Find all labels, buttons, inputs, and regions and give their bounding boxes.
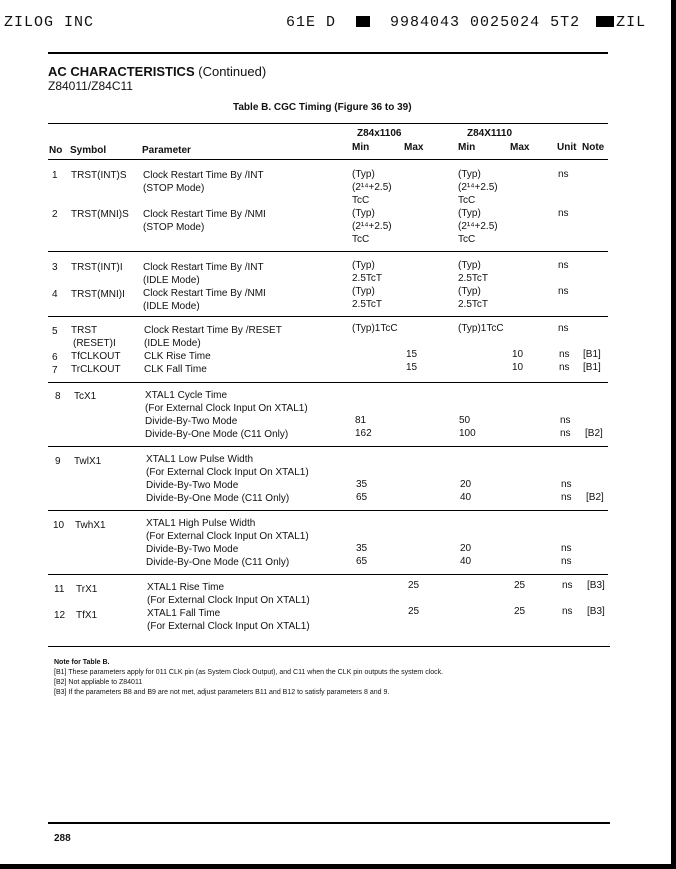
- header-code-b: 9984043 0025024 5T2: [390, 14, 581, 31]
- section-title-main: AC CHARACTERISTICS: [48, 64, 195, 79]
- row-min-1: (2¹⁴+2.5): [352, 221, 392, 232]
- row-divider: [48, 251, 608, 252]
- row-no: 8: [55, 391, 61, 402]
- row-unit: ns: [562, 580, 573, 591]
- row-max-2: 10: [512, 362, 524, 373]
- row-max-1: 25: [408, 580, 420, 591]
- row-min-1: (Typ): [352, 208, 375, 219]
- col-header-symbol: Symbol: [70, 145, 107, 156]
- row-no: 12: [54, 610, 66, 621]
- row-min-2: TcC: [458, 234, 476, 245]
- row-min-2: 100: [459, 428, 476, 439]
- row-max-2: 25: [514, 580, 526, 591]
- row-min-2: (Typ): [458, 208, 481, 219]
- row-note: [B1]: [583, 362, 601, 373]
- row-min-2: 50: [459, 415, 471, 426]
- row-note: [B3]: [587, 580, 605, 591]
- row-parameter: Divide-By-Two Mode: [146, 480, 239, 491]
- row-min-1: (Typ): [352, 260, 375, 271]
- row-parameter: CLK Rise Time: [144, 351, 211, 362]
- note-b1: [B1] These parameters apply for 011 CLK pin (as System Clock Output), and C11 when the CLK pin outputs the system clock.: [54, 669, 444, 676]
- row-unit: ns: [558, 260, 569, 271]
- group-header-2: Z84X1110: [467, 128, 513, 139]
- row-parameter: Clock Restart Time By /INT: [143, 262, 264, 273]
- row-max-1: 15: [406, 362, 418, 373]
- row-symbol: TwhX1: [75, 520, 106, 531]
- row-min-2: (Typ): [458, 286, 481, 297]
- row-parameter: (For External Clock Input On XTAL1): [147, 595, 310, 606]
- row-parameter: Divide-By-One Mode (C11 Only): [146, 493, 290, 504]
- row-min-2: 2.5TcT: [458, 273, 489, 284]
- row-parameter: (For External Clock Input On XTAL1): [147, 621, 310, 632]
- col-header-max-2: Max: [510, 142, 530, 153]
- row-min-1: 2.5TcT: [352, 299, 383, 310]
- table-notes: [54, 658, 443, 698]
- company-header: ZILOG INC: [4, 14, 95, 31]
- row-divider: [48, 510, 608, 511]
- row-unit: ns: [558, 169, 569, 180]
- row-parameter: Divide-By-Two Mode: [145, 416, 238, 427]
- row-min-2: TcC: [458, 195, 476, 206]
- row-note: [B3]: [587, 606, 605, 617]
- footer-rule: [48, 822, 610, 824]
- row-parameter: Clock Restart Time By /NMI: [143, 209, 266, 220]
- row-min-2: (Typ): [458, 169, 481, 180]
- row-symbol: TcX1: [74, 391, 97, 402]
- row-divider: [48, 574, 608, 575]
- section-subtitle: Z84011/Z84C11: [48, 79, 133, 93]
- row-unit: ns: [560, 428, 571, 439]
- col-header-note: Note: [582, 142, 605, 153]
- col-header-min-2: Min: [458, 142, 476, 153]
- row-unit: ns: [558, 323, 569, 334]
- row-parameter: XTAL1 Low Pulse Width: [146, 454, 254, 465]
- row-no: 5: [52, 326, 58, 337]
- note-b2: [B2] Not appliable to Z84011: [54, 679, 143, 686]
- row-symbol: TRST(INT)I: [71, 262, 123, 273]
- row-min-2: 40: [460, 556, 472, 567]
- header-block-2: [596, 16, 614, 27]
- row-min-1: 2.5TcT: [352, 273, 383, 284]
- row-parameter: XTAL1 High Pulse Width: [146, 518, 256, 529]
- row-parameter: Clock Restart Time By /NMI: [143, 288, 266, 299]
- row-unit: ns: [561, 543, 572, 554]
- row-symbol: TfX1: [76, 610, 98, 621]
- row-parameter: (IDLE Mode): [144, 338, 201, 349]
- row-parameter: CLK Fall Time: [144, 364, 207, 375]
- row-min-1: TcC: [352, 234, 370, 245]
- row-symbol: (RESET)I: [73, 338, 116, 349]
- row-min-1: (Typ): [352, 169, 375, 180]
- row-parameter: (IDLE Mode): [143, 275, 200, 286]
- row-parameter: (STOP Mode): [143, 183, 205, 194]
- row-unit: ns: [561, 479, 572, 490]
- row-min-2: (Typ): [458, 260, 481, 271]
- row-min-2: 20: [460, 543, 472, 554]
- row-parameter: XTAL1 Cycle Time: [145, 390, 228, 401]
- row-divider: [48, 382, 608, 383]
- header-code-c: ZIL: [616, 14, 647, 31]
- row-parameter: (For External Clock Input On XTAL1): [145, 403, 308, 414]
- row-symbol: TRST: [71, 325, 98, 336]
- section-title-suffix: (Continued): [198, 64, 267, 79]
- row-parameter: (STOP Mode): [143, 222, 205, 233]
- row-parameter: (For External Clock Input On XTAL1): [146, 531, 309, 542]
- row-no: 7: [52, 365, 58, 376]
- row-min-2: 40: [460, 492, 472, 503]
- row-divider: [48, 316, 608, 317]
- col-header-min-1: Min: [352, 142, 370, 153]
- top-rule: [48, 52, 608, 54]
- row-parameter: Divide-By-One Mode (C11 Only): [146, 557, 290, 568]
- row-symbol: TRST(MNI)S: [71, 209, 129, 220]
- row-parameter: Divide-By-Two Mode: [146, 544, 239, 555]
- row-min-2: (2¹⁴+2.5): [458, 182, 498, 193]
- page-number: 288: [54, 833, 71, 844]
- row-max-2: 25: [514, 606, 526, 617]
- row-symbol: TrX1: [76, 584, 98, 595]
- row-unit: ns: [561, 492, 572, 503]
- note-b3: [B3] If the parameters B8 and B9 are not met, adjust parameters B11 and B12 to satisfy parameters 8 and 9.: [54, 689, 390, 696]
- row-min-1: (Typ): [352, 286, 375, 297]
- row-symbol: TfCLKOUT: [71, 351, 121, 362]
- col-header-no: No: [49, 145, 63, 156]
- row-symbol: TwlX1: [74, 456, 102, 467]
- row-unit: ns: [562, 606, 573, 617]
- scan-border-right: [671, 0, 676, 869]
- row-no: 6: [52, 352, 58, 363]
- row-unit: ns: [559, 349, 570, 360]
- col-header-unit: Unit: [557, 142, 577, 153]
- row-max-1: 25: [408, 606, 420, 617]
- row-unit: ns: [558, 286, 569, 297]
- table-bottom-rule: [48, 646, 610, 647]
- col-header-max-1: Max: [404, 142, 424, 153]
- header-block-1: [356, 16, 370, 27]
- row-symbol: TrCLKOUT: [71, 364, 121, 375]
- row-symbol: TRST(INT)S: [71, 170, 127, 181]
- row-note: [B2]: [586, 492, 604, 503]
- row-no: 10: [53, 520, 65, 531]
- group-header-1: Z84x1106: [357, 128, 402, 139]
- row-parameter: XTAL1 Fall Time: [147, 608, 221, 619]
- col-header-parameter: Parameter: [142, 145, 191, 156]
- row-parameter: Clock Restart Time By /INT: [143, 170, 264, 181]
- notes-title: Note for Table B.: [54, 659, 110, 666]
- row-unit: ns: [559, 362, 570, 373]
- row-min-2: 20: [460, 479, 472, 490]
- row-no: 2: [52, 209, 58, 220]
- row-unit: ns: [558, 208, 569, 219]
- row-min-2: (Typ)1TcC: [458, 323, 504, 334]
- row-parameter: (IDLE Mode): [143, 301, 200, 312]
- row-divider: [48, 446, 608, 447]
- table-top-rule: [48, 123, 608, 124]
- row-min-2: 2.5TcT: [458, 299, 489, 310]
- section-title: [48, 64, 266, 79]
- row-min-1: 65: [356, 556, 368, 567]
- row-min-1: 65: [356, 492, 368, 503]
- row-parameter: Clock Restart Time By /RESET: [144, 325, 282, 336]
- row-note: [B2]: [585, 428, 603, 439]
- table-title: Table B. CGC Timing (Figure 36 to 39): [233, 102, 412, 113]
- scan-border-bottom: [0, 864, 676, 869]
- row-no: 1: [52, 170, 58, 181]
- row-min-1: TcC: [352, 195, 370, 206]
- row-note: [B1]: [583, 349, 601, 360]
- row-min-1: 162: [355, 428, 372, 439]
- row-min-2: (2¹⁴+2.5): [458, 221, 498, 232]
- row-min-1: 35: [356, 479, 368, 490]
- row-min-1: 81: [355, 415, 367, 426]
- row-no: 3: [52, 262, 58, 273]
- row-parameter: XTAL1 Rise Time: [147, 582, 225, 593]
- row-max-2: 10: [512, 349, 524, 360]
- catalog-code-header: [286, 14, 646, 31]
- row-min-1: (2¹⁴+2.5): [352, 182, 392, 193]
- row-unit: ns: [560, 415, 571, 426]
- header-rule: [48, 159, 608, 160]
- row-no: 4: [52, 289, 58, 300]
- row-no: 11: [54, 584, 65, 595]
- header-code-a: 61E D: [286, 14, 337, 31]
- row-min-1: (Typ)1TcC: [352, 323, 398, 334]
- row-symbol: TRST(MNI)I: [71, 289, 125, 300]
- row-no: 9: [55, 456, 61, 467]
- row-parameter: Divide-By-One Mode (C11 Only): [145, 429, 289, 440]
- row-min-1: 35: [356, 543, 368, 554]
- row-parameter: (For External Clock Input On XTAL1): [146, 467, 309, 478]
- row-unit: ns: [561, 556, 572, 567]
- row-max-1: 15: [406, 349, 418, 360]
